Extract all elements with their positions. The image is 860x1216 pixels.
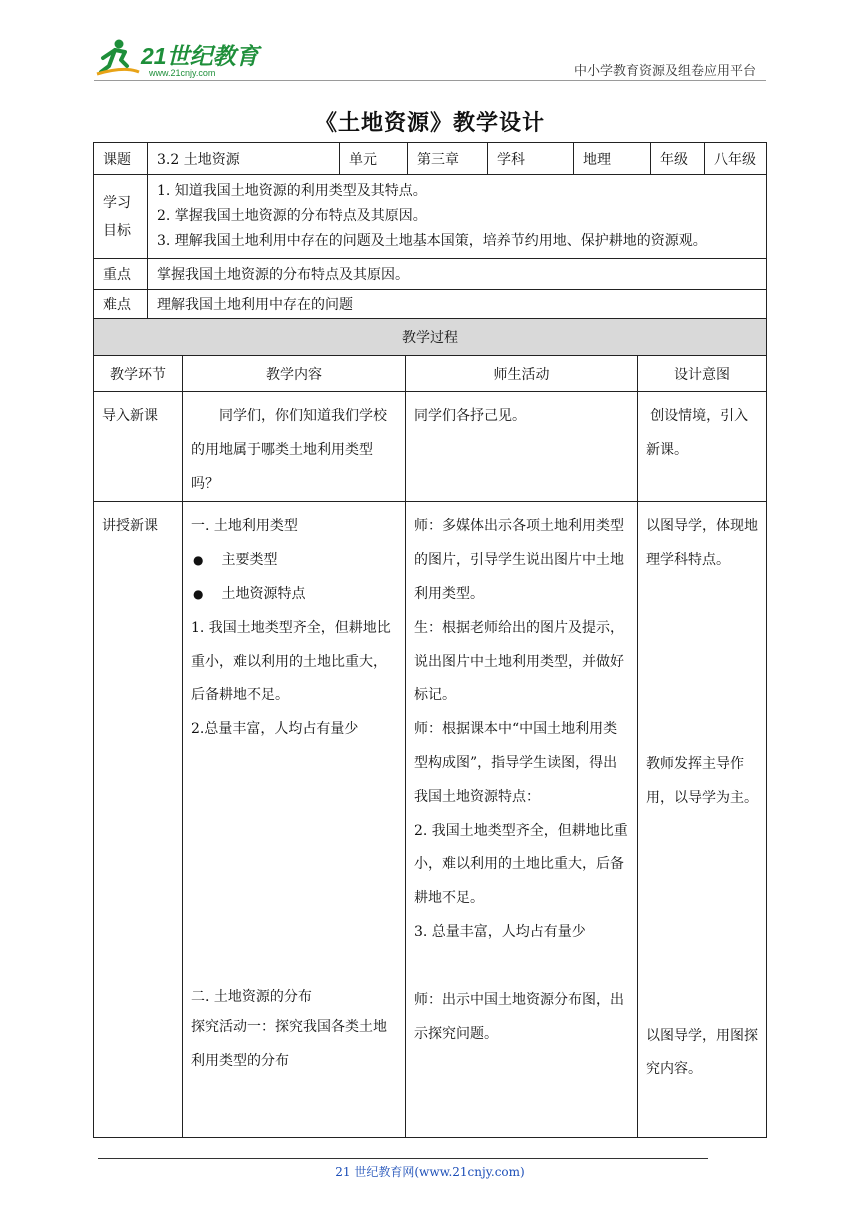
intent-spacer-1 — [646, 578, 760, 748]
difficulty-value: 理解我国土地利用中存在的问题 — [148, 290, 767, 319]
row-intro-content — [183, 392, 406, 502]
key-point-value: 掌握我国土地资源的分布特点及其原因。 — [148, 259, 767, 290]
grade-value: 八年级 — [705, 143, 767, 175]
goals-label-line2: 目标 — [103, 222, 131, 239]
teaching-process-table — [93, 318, 767, 1138]
section-heading-land-use: 一. 土地利用类型 — [191, 518, 298, 535]
goal-item: 1. 知道我国土地资源的利用类型及其特点。 — [157, 183, 427, 199]
difficulty-label: 难点 — [94, 290, 148, 319]
row-lecture-stage: 讲授新课 — [94, 502, 183, 1138]
feature-point-2: 2.总量丰富，人均占有量少 — [191, 721, 359, 738]
intent-map-inquiry: 以图导学，用图探究内容。 — [646, 1027, 758, 1078]
footer-divider — [98, 1158, 708, 1159]
grade-label: 年级 — [651, 143, 705, 175]
activity-feature-2: 2. 我国土地类型齐全，但耕地比重小，难以利用的土地比重大，后备耕地不足。 — [414, 822, 628, 907]
unit-label: 单元 — [340, 143, 408, 175]
header-intent: 设计意图 — [638, 356, 767, 392]
intent-image-guided: 以图导学，体现地理学科特点。 — [646, 518, 758, 569]
course-value: 3.2 土地资源 — [148, 143, 340, 175]
subject-label: 学科 — [488, 143, 574, 175]
goal-item: 2. 掌握我国土地资源的分布特点及其原因。 — [157, 208, 427, 224]
activity-teacher-images: 师：多媒体出示各项土地利用类型的图片，引导学生说出图片中土地利用类型。 — [414, 518, 624, 602]
subject-value: 地理 — [574, 143, 651, 175]
inquiry-activity-1: 探究活动一：探究我国各类土地利用类型的分布 — [191, 1018, 387, 1069]
feature-point-1: 1. 我国土地类型齐全，但耕地比重小，难以利用的土地比重大，后备耕地不足。 — [191, 619, 391, 704]
row-intro-activity: 同学们各抒己见。 — [406, 392, 638, 502]
row-lecture-content — [183, 502, 406, 1138]
unit-value: 第三章 — [408, 143, 488, 175]
header-activity: 师生活动 — [406, 356, 638, 392]
activity-feature-3: 3. 总量丰富，人均占有量少 — [414, 923, 586, 940]
logo-url: www.21cnjy.com — [149, 68, 216, 78]
intro-question: 同学们，你们知道我们学校的用地属于哪类土地利用类型吗？ — [191, 408, 387, 492]
key-point-label: 重点 — [94, 259, 148, 290]
bullet-main-types: ● 主要类型 — [191, 544, 399, 578]
row-lecture-activity — [406, 502, 638, 1138]
footer-site: 21 世纪教育网(www.21cnjy.com) — [335, 1165, 525, 1179]
goals-list — [148, 175, 767, 259]
course-label: 课题 — [94, 143, 148, 175]
site-logo — [95, 36, 270, 78]
goals-label-line1: 学习 — [103, 194, 131, 211]
row-lecture-intent — [638, 502, 767, 1138]
activity-student-response: 生：根据老师给出的图片及提示，说出图片中土地利用类型，并做好标记。 — [414, 619, 624, 704]
document-title: 《土地资源》教学设计 — [314, 110, 545, 136]
bullet-resource-features: ● 土地资源特点 — [191, 578, 399, 612]
row-intro-intent — [638, 392, 767, 502]
logo-text: 21世纪教育 — [141, 43, 259, 69]
platform-name: 中小学教育资源及组卷应用平台 — [573, 64, 756, 79]
intro-intent-text: 创设情境，引入新课。 — [646, 408, 749, 458]
process-section-title: 教学过程 — [94, 319, 767, 356]
course-info-table — [93, 142, 767, 319]
goals-label — [94, 175, 148, 259]
header-content: 教学内容 — [183, 356, 406, 392]
content-spacer — [191, 747, 399, 983]
activity-distribution-map: 师：出示中国土地资源分布图，出示探究问题。 — [414, 991, 624, 1042]
intent-spacer-2 — [646, 816, 760, 1020]
header-stage: 教学环节 — [94, 356, 183, 392]
header-divider — [94, 80, 766, 81]
intent-teacher-led: 教师发挥主导作用，以导学为主。 — [646, 755, 758, 806]
runner-logo-icon — [95, 36, 270, 78]
section-heading-distribution: 二. 土地资源的分布 — [191, 988, 312, 1005]
goal-item: 3. 理解我国土地利用中存在的问题及土地基本国策，培养节约用地、保护耕地的资源观。 — [157, 233, 707, 249]
row-intro-stage: 导入新课 — [94, 392, 183, 502]
activity-teacher-chart: 师：根据课本中“中国土地利用类型构成图”，指导学生读图，得出我国土地资源特点： — [414, 721, 618, 805]
activity-spacer — [414, 950, 631, 984]
